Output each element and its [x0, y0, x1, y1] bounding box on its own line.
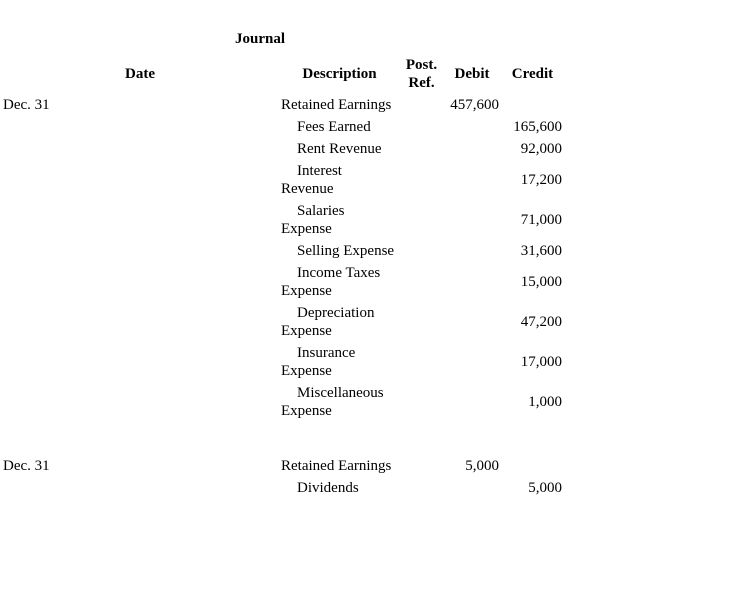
credit-account: Miscellaneous Expense	[281, 385, 384, 419]
journal-entry-row	[2, 161, 563, 199]
debit-amount	[444, 343, 500, 381]
post-ref-cell	[401, 201, 442, 239]
debit-amount	[444, 478, 500, 498]
entry-date	[2, 139, 278, 159]
post-ref-header-line2: Ref.	[408, 75, 435, 91]
journal-entry-row	[2, 303, 563, 341]
journal-entry-row	[2, 201, 563, 239]
credit-account: Interest Revenue	[281, 163, 342, 197]
debit-amount	[444, 383, 500, 421]
entry-date	[2, 303, 278, 341]
credit-header: Credit	[511, 66, 554, 82]
header-row	[2, 55, 563, 93]
credit-account: Insurance Expense	[281, 345, 356, 379]
entry-date	[2, 117, 278, 137]
debit-amount	[444, 117, 500, 137]
debit-amount	[444, 263, 500, 301]
post-ref-cell	[401, 456, 442, 476]
entry-date	[2, 161, 278, 199]
debit-amount	[444, 161, 500, 199]
post-ref-cell	[401, 478, 442, 498]
entry-date	[2, 343, 278, 381]
journal-entry-row	[2, 478, 563, 498]
journal-entry-row	[2, 95, 563, 115]
credit-amount: 15,000	[520, 274, 562, 290]
debit-amount: 5,000	[465, 458, 499, 474]
post-ref-cell	[401, 343, 442, 381]
journal-entry-row	[2, 117, 563, 137]
debit-amount: 457,600	[450, 97, 499, 113]
spacer-cell	[2, 423, 563, 454]
credit-amount: 1,000	[528, 394, 562, 410]
debit-amount	[444, 139, 500, 159]
entry-date	[2, 241, 278, 261]
journal-entry-row	[2, 241, 563, 261]
debit-amount	[444, 241, 500, 261]
post-ref-cell	[401, 161, 442, 199]
post-ref-cell	[401, 117, 442, 137]
credit-amount: 47,200	[520, 314, 562, 330]
post-ref-cell	[401, 95, 442, 115]
post-ref-header	[401, 55, 442, 93]
credit-account: Depreciation Expense	[281, 305, 375, 339]
post-ref-cell	[401, 303, 442, 341]
debit-amount	[444, 303, 500, 341]
post-ref-header-line1: Post.	[405, 57, 438, 73]
debit-account: Retained Earnings	[281, 458, 392, 474]
credit-amount: 5,000	[528, 480, 562, 496]
credit-amount: 71,000	[520, 212, 562, 228]
spacer-row	[2, 423, 563, 454]
credit-account: Selling Expense	[297, 243, 395, 259]
journal-caption: Journal	[235, 31, 286, 47]
credit-account: Fees Earned	[297, 119, 371, 135]
debit-header: Debit	[454, 66, 490, 82]
credit-amount	[502, 456, 563, 476]
credit-account: Dividends	[297, 480, 359, 496]
date-header: Date	[125, 66, 155, 82]
debit-account: Retained Earnings	[281, 97, 392, 113]
entry-date: Dec. 31	[3, 97, 50, 113]
credit-amount: 17,000	[520, 354, 562, 370]
debit-amount	[444, 201, 500, 239]
journal-entry-row	[2, 343, 563, 381]
post-ref-cell	[401, 241, 442, 261]
description-header: Description	[302, 66, 377, 82]
credit-account: Rent Revenue	[297, 141, 382, 157]
credit-amount: 165,600	[513, 119, 562, 135]
entry-date	[2, 201, 278, 239]
post-ref-cell	[401, 139, 442, 159]
entry-date	[2, 383, 278, 421]
credit-amount: 17,200	[520, 172, 562, 188]
journal-entry-row	[2, 456, 563, 476]
journal-entry-row	[2, 263, 563, 301]
post-ref-cell	[401, 263, 442, 301]
entry-date	[2, 263, 278, 301]
credit-amount: 31,600	[520, 243, 562, 259]
journal-entry-row	[2, 139, 563, 159]
credit-account: Income Taxes Expense	[281, 265, 381, 299]
credit-account: Salaries Expense	[281, 203, 345, 237]
credit-amount: 92,000	[520, 141, 562, 157]
entry-date: Dec. 31	[3, 458, 50, 474]
journal-entry-row	[2, 383, 563, 421]
journal-table	[0, 53, 565, 500]
post-ref-cell	[401, 383, 442, 421]
entry-date	[2, 478, 278, 498]
credit-amount	[502, 95, 563, 115]
